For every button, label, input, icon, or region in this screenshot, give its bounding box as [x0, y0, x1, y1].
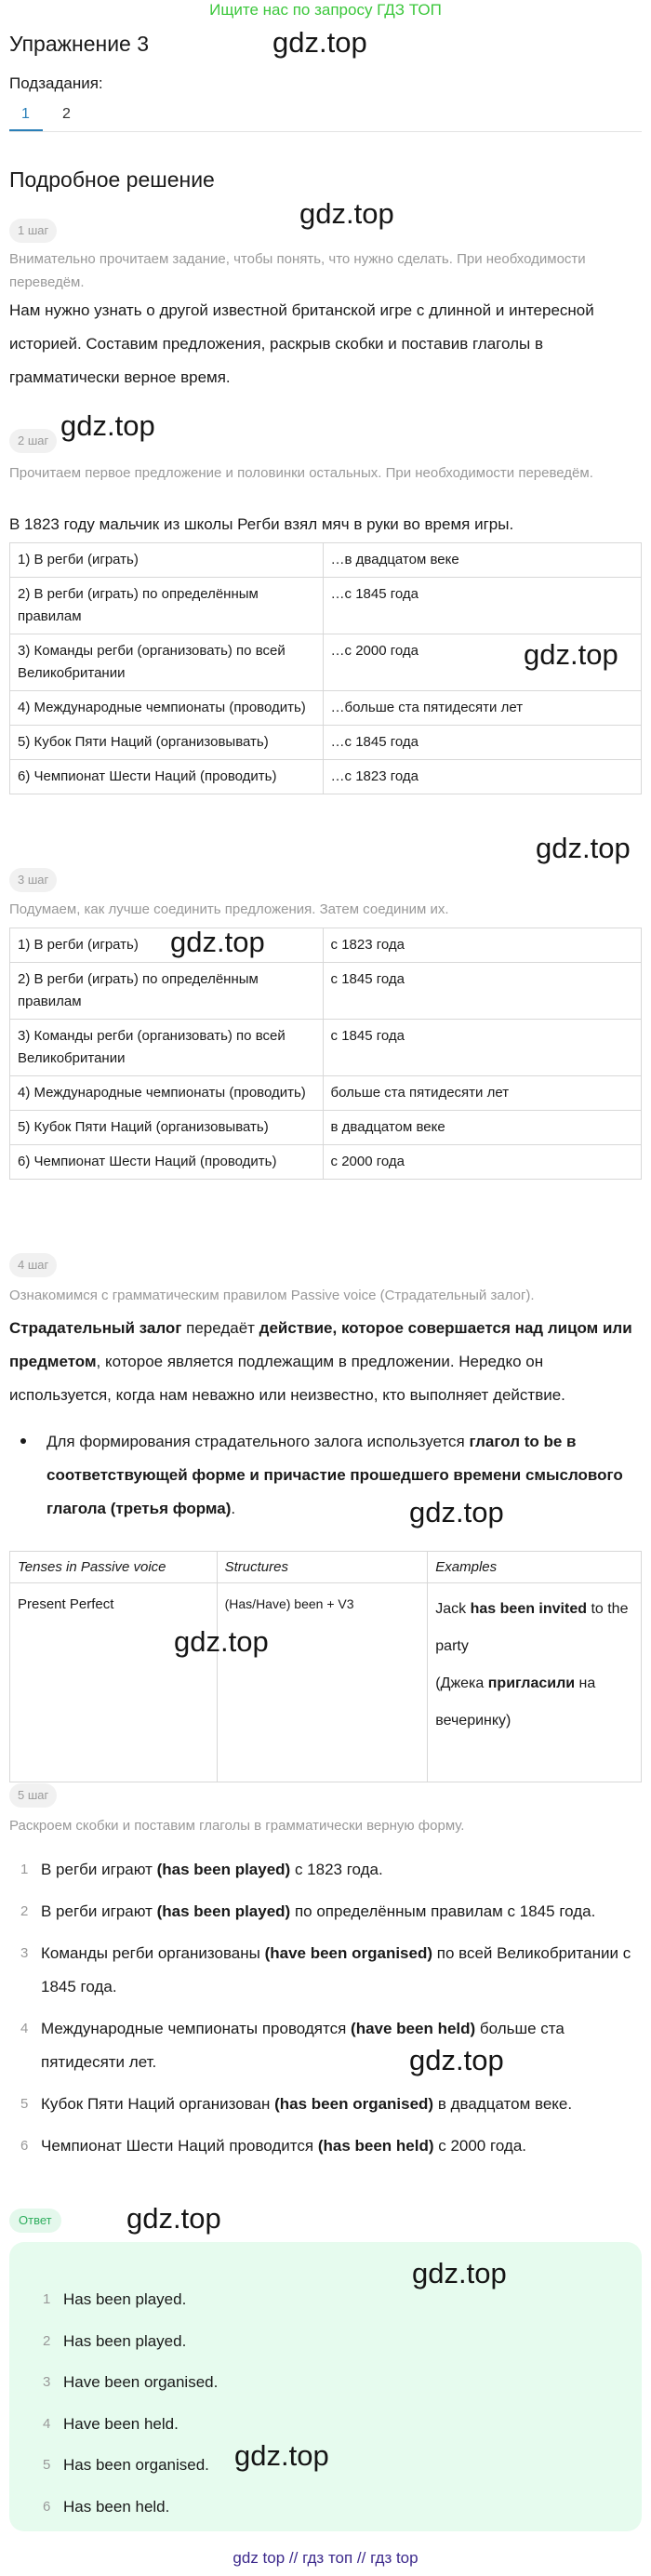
- step-hint: Подумаем, как лучше соединить предложения. Затем соединим их.: [9, 901, 449, 917]
- step-hint: Раскроем скобки и поставим глаголы в грамматически верную форму.: [9, 1818, 465, 1834]
- step-badge: 1 шаг: [9, 219, 57, 243]
- list-item: 2 Has been played.: [43, 2331, 187, 2350]
- list-item: 5 Has been organised.: [43, 2456, 209, 2475]
- table-cell: …больше ста пятидесяти лет: [323, 691, 641, 726]
- list-item: 3 Have been organised.: [43, 2373, 219, 2392]
- table-cell: в двадцатом веке: [323, 1111, 641, 1145]
- step-text: Нам нужно узнать о другой известной британской игре с длинной и интересной историей. Составим предложения, раскрыв скобки и поставив глаголы в грамматически верное время.: [9, 301, 594, 386]
- list-item: 6 Has been held.: [43, 2497, 170, 2516]
- watermark: gdz.top: [412, 2257, 507, 2289]
- watermark: gdz.top: [234, 2439, 329, 2472]
- table-cell: 5) Кубок Пяти Наций (организовывать): [10, 1111, 324, 1145]
- step-badge: 4 шаг: [9, 1253, 57, 1277]
- watermark: gdz.top: [272, 26, 367, 59]
- table-cell: 3) Команды регби (организовать) по всей Великобритании: [10, 1020, 324, 1076]
- list-item: 1 В регби играют (has been played) с 1823 года.: [20, 1861, 383, 1878]
- step-hint: Прочитаем первое предложение и половинки остальных. При необходимости переведём.: [9, 465, 593, 481]
- watermark: gdz.top: [126, 2202, 221, 2235]
- table-cell: …с 1823 года: [323, 760, 641, 794]
- table-row: [10, 543, 642, 578]
- matched-sentences-table: [9, 928, 642, 1180]
- table-row: [10, 928, 642, 963]
- table-header: Examples: [428, 1552, 642, 1583]
- subtasks-label: Подзадания:: [9, 74, 103, 92]
- table-row: [10, 578, 642, 634]
- table-cell: 6) Чемпионат Шести Наций (проводить): [10, 1145, 324, 1180]
- watermark: gdz.top: [299, 197, 394, 230]
- table-cell: …с 2000 года: [323, 634, 641, 691]
- list-item: 5 Кубок Пяти Наций организован (has been organised) в двадцатом веке.: [20, 2095, 573, 2113]
- list-item: 4 Международные чемпионаты проводятся (have been held) больше ста пятидесяти лет.: [20, 2020, 565, 2071]
- list-item: 3 Команды регби организованы (have been organised) по всей Великобритании с 1845 года.: [20, 1944, 631, 1995]
- table-cell: с 1823 года: [323, 928, 641, 963]
- watermark: gdz.top: [60, 409, 155, 442]
- table-row: [10, 963, 642, 1020]
- table-cell: 1) В регби (играть): [10, 928, 324, 963]
- table-cell: с 1845 года: [323, 963, 641, 1020]
- page-title: Упражнение 3: [9, 32, 150, 56]
- table-header: Tenses in Passive voice: [10, 1552, 218, 1583]
- table-cell: 6) Чемпионат Шести Наций (проводить): [10, 760, 324, 794]
- table-header: Structures: [217, 1552, 428, 1583]
- table-cell: Jack has been invited to the party (Джека пригласили на вечеринку): [428, 1583, 642, 1782]
- table-cell: 5) Кубок Пяти Наций (организовывать): [10, 726, 324, 760]
- answer-badge: Ответ: [9, 2209, 61, 2233]
- table-row: [10, 1020, 642, 1076]
- watermark: gdz.top: [409, 2044, 504, 2076]
- table-cell: с 2000 года: [323, 1145, 641, 1180]
- list-item: 4 Have been held.: [43, 2414, 179, 2433]
- table-cell: 2) В регби (играть) по определённым правилам: [10, 578, 324, 634]
- step-badge: 3 шаг: [9, 868, 57, 892]
- tabs-divider: [9, 131, 642, 132]
- step-hint: Внимательно прочитаем задание, чтобы понять, что нужно сделать. При необходимости переведём.: [9, 251, 586, 290]
- table-row: [10, 760, 642, 794]
- table-cell: с 1845 года: [323, 1020, 641, 1076]
- table-cell: (Has/Have) been + V3: [217, 1583, 428, 1782]
- table-cell: больше ста пятидесяти лет: [323, 1076, 641, 1111]
- table-cell: 2) В регби (играть) по определённым правилам: [10, 963, 324, 1020]
- tab-subtask-1[interactable]: 1: [21, 106, 30, 122]
- table-row: [10, 1583, 642, 1782]
- bullet-dot: [20, 1438, 26, 1444]
- passive-rule-bullet: Для формирования страдательного залога используется глагол to be в соответствующей форме и причастие прошедшего времени смыслового глагола (третья форма).: [46, 1433, 623, 1517]
- table-row: [10, 691, 642, 726]
- passive-voice-table: [9, 1551, 642, 1782]
- table-row: [10, 1145, 642, 1180]
- watermark: gdz.top: [536, 832, 631, 864]
- list-item: 6 Чемпионат Шести Наций проводится (has been held) с 2000 года.: [20, 2137, 526, 2155]
- top-banner: Ищите нас по запросу ГДЗ ТОП: [209, 1, 442, 19]
- table-row: [10, 1111, 642, 1145]
- watermark: gdz.top: [524, 638, 618, 671]
- list-item: 2 В регби играют (has been played) по определённым правилам с 1845 года.: [20, 1902, 596, 1920]
- final-answer-list: [43, 2279, 601, 2529]
- watermark: gdz.top: [174, 1625, 269, 1658]
- table-row: [10, 1076, 642, 1111]
- tab-subtask-2[interactable]: 2: [62, 106, 71, 122]
- step-badge: 2 шаг: [9, 429, 57, 453]
- table-cell: …с 1845 года: [323, 578, 641, 634]
- watermark: gdz.top: [170, 926, 265, 958]
- solution-heading: Подробное решение: [9, 167, 215, 192]
- table-cell: …с 1845 года: [323, 726, 641, 760]
- table-header-row: [10, 1552, 642, 1583]
- table-cell: …в двадцатом веке: [323, 543, 641, 578]
- passive-rule-paragraph: Страдательный залог передаёт действие, которое совершается над лицом или предметом, которое является подлежащим в предложении. Нередко он используется, когда нам неважно или неизвестно, кто выполняет действие.: [9, 1319, 632, 1404]
- table-cell: 1) В регби (играть): [10, 543, 324, 578]
- watermark: gdz.top: [409, 1496, 504, 1528]
- step-hint: Ознакомимся с грамматическим правилом Passive voice (Страдательный залог).: [9, 1288, 535, 1303]
- table-cell: 3) Команды регби (организовать) по всей Великобритании: [10, 634, 324, 691]
- table-row: [10, 726, 642, 760]
- step-badge: 5 шаг: [9, 1783, 57, 1808]
- table-cell: 4) Международные чемпионаты (проводить): [10, 1076, 324, 1111]
- table-cell: 4) Международные чемпионаты (проводить): [10, 691, 324, 726]
- list-item: 1 Has been played.: [43, 2290, 187, 2308]
- table-cell: Present Perfect: [10, 1583, 218, 1782]
- footer-links[interactable]: gdz top // гдз топ // гдз top: [232, 2549, 418, 2567]
- step-text: В 1823 году мальчик из школы Регби взял мяч в руки во время игры.: [9, 515, 514, 533]
- answer-list: [20, 1853, 642, 2163]
